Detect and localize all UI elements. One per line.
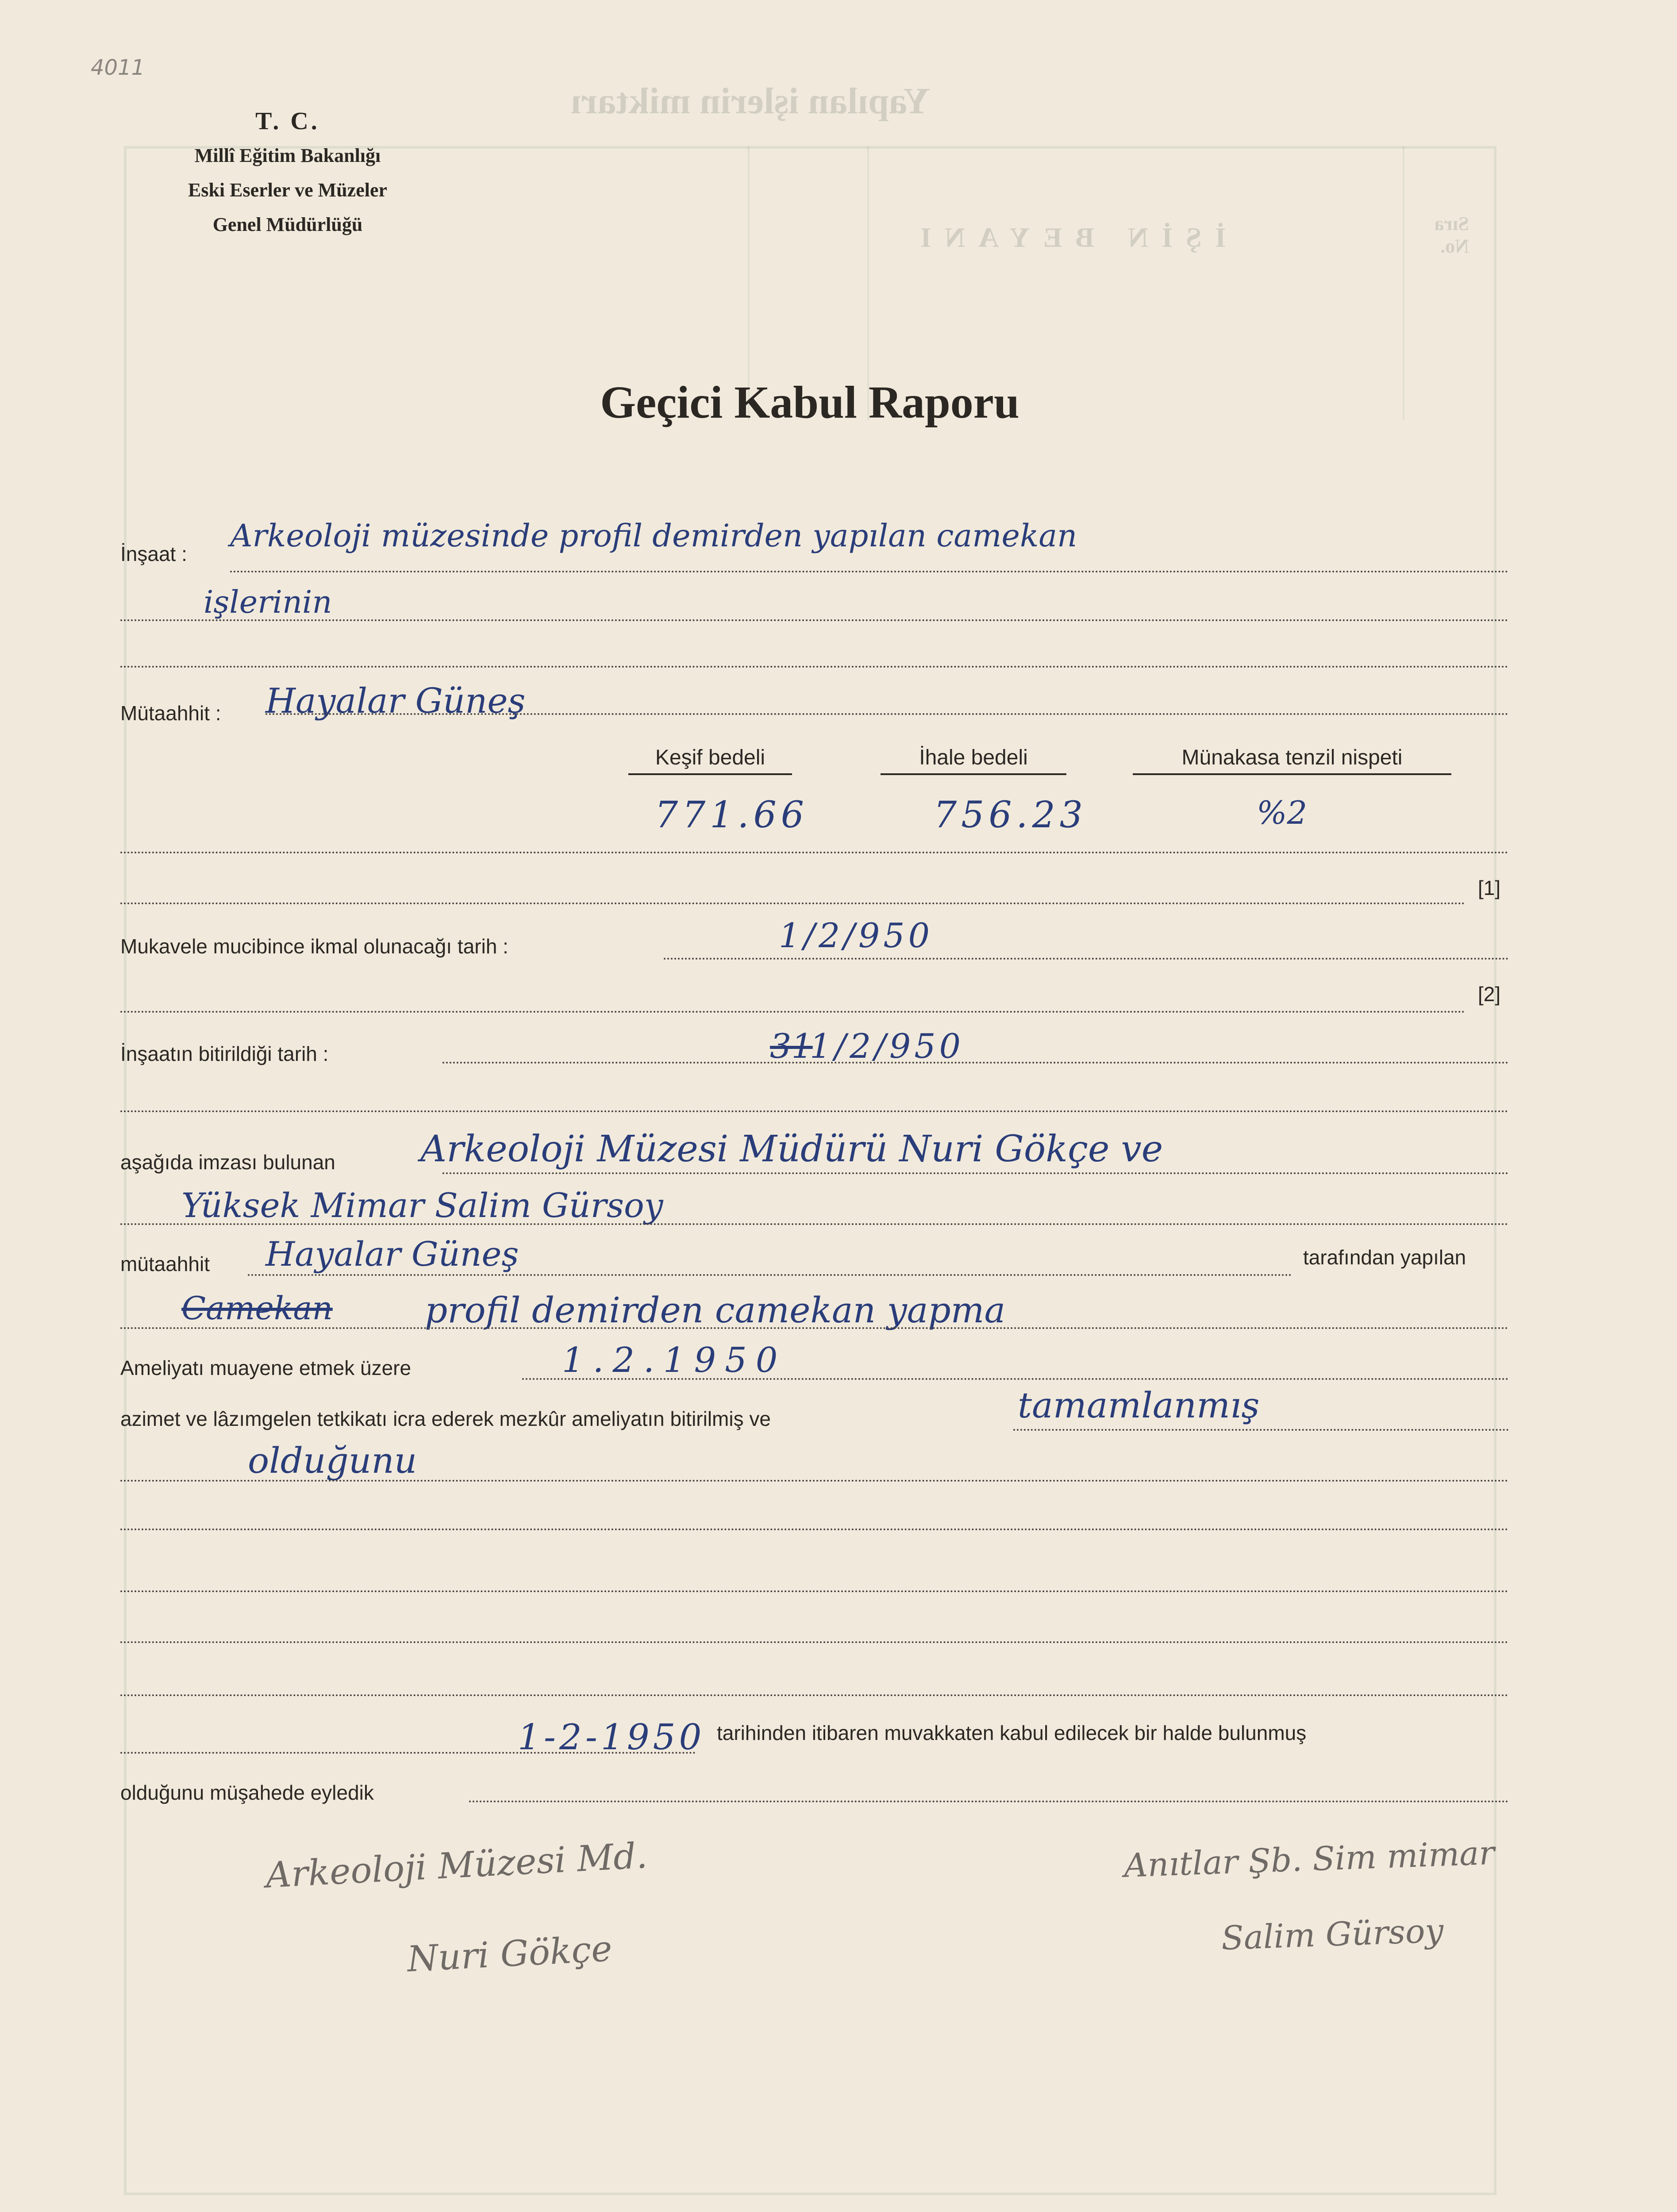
imza-label: aşağıda imzası bulunan xyxy=(120,1151,335,1174)
munakasa-header: Münakasa tenzil nispeti xyxy=(1133,745,1451,775)
dotted-line xyxy=(120,1641,1509,1643)
insaat-value-cont: işlerinin xyxy=(204,584,332,620)
header-department: Eski Eserler ve Müzeler xyxy=(188,179,388,201)
dotted-line xyxy=(120,1223,1509,1225)
ihale-bedeli-header: İhale bedeli xyxy=(881,745,1066,775)
insaat-label: İnşaat : xyxy=(120,542,187,565)
bleed-through-title: Yapılan işlerin miktarı xyxy=(571,81,931,122)
header-tc: T. C. xyxy=(255,108,320,135)
bitirildigi-struck: 31 xyxy=(770,1026,813,1066)
dotted-line xyxy=(442,1062,1509,1064)
dotted-line xyxy=(265,713,1509,715)
dotted-line xyxy=(120,619,1509,621)
ameliyat-struck: Camekan xyxy=(181,1290,333,1327)
dotted-line xyxy=(120,852,1509,853)
dotted-line xyxy=(120,1011,1465,1013)
muayene-label: Ameliyatı muayene etmek üzere xyxy=(120,1356,412,1379)
bitirildigi-value: 1/2/950 xyxy=(810,1026,964,1066)
oldugunu-value: olduğunu xyxy=(248,1440,417,1481)
header-directorate: Genel Müdürlüğü xyxy=(212,214,363,235)
dotted-line xyxy=(120,1110,1509,1112)
dotted-line xyxy=(120,1694,1509,1696)
mutaahhit2-value: Hayalar Güneş xyxy=(265,1234,519,1274)
munakasa-value: %2 xyxy=(1257,794,1308,831)
dotted-line xyxy=(120,666,1509,668)
tarih-value: 1-2-1950 xyxy=(518,1717,705,1758)
ihale-bedeli-value: 756.23 xyxy=(934,794,1087,836)
ministry-header xyxy=(146,104,429,242)
mutaahhit-value: Hayalar Güneş xyxy=(265,681,526,721)
page-title: Geçici Kabul Raporu xyxy=(600,377,1019,428)
signature-left-title: Arkeoloji Müzesi Md. xyxy=(265,1835,648,1896)
signature-left-name: Nuri Gökçe xyxy=(406,1928,613,1980)
dotted-line xyxy=(522,1378,1509,1380)
dotted-line xyxy=(469,1801,1509,1802)
musahede-text: olduğunu müşahede eyledik xyxy=(120,1781,374,1804)
kesif-bedeli-header: Keşif bedeli xyxy=(628,745,792,775)
mukavele-label: Mukavele mucibince ikmal olunacağı tarih : xyxy=(120,935,508,958)
imza-value: Arkeoloji Müzesi Müdürü Nuri Gökçe ve xyxy=(420,1128,1163,1170)
azimet-text: azimet ve lâzımgelen tetkikatı icra ederek mezkûr ameliyatın bitirilmiş ve xyxy=(120,1407,771,1430)
dotted-line xyxy=(248,1274,1292,1276)
mukavele-value: 1/2/950 xyxy=(779,916,933,955)
archive-page-number: 4011 xyxy=(91,55,145,80)
kesif-bedeli-value: 771.66 xyxy=(655,794,808,836)
dotted-line xyxy=(120,1590,1509,1592)
ref-1: [1] xyxy=(1478,876,1501,899)
ameliyat-value: profil demirden camekan yapma xyxy=(425,1290,1006,1331)
bleed-through-line xyxy=(1403,146,1404,420)
dotted-line xyxy=(664,958,1509,960)
dotted-line xyxy=(120,902,1465,904)
dotted-line xyxy=(120,1327,1509,1329)
bitirildigi-label: İnşaatın bitirildiği tarih : xyxy=(120,1042,329,1065)
muayene-value: 1.2.1950 xyxy=(562,1340,787,1380)
tarih-text: tarihinden itibaren muvakkaten kabul edilecek bir halde bulunmuş xyxy=(717,1721,1307,1744)
dotted-line xyxy=(120,1480,1509,1482)
dotted-line xyxy=(120,1528,1509,1530)
mutaahhit2-label: mütaahhit xyxy=(120,1252,210,1275)
bleed-through-column: İŞİN BEYANI xyxy=(907,222,1226,253)
dotted-line xyxy=(1013,1429,1509,1431)
imza-value-cont: Yüksek Mimar Salim Gürsoy xyxy=(181,1186,663,1225)
tarafindan-label: tarafından yapılan xyxy=(1303,1246,1466,1269)
dotted-line xyxy=(230,571,1509,572)
dotted-line xyxy=(120,1752,696,1754)
signature-right-title: Anıtlar Şb. Sim mimar xyxy=(1123,1834,1496,1885)
ref-2: [2] xyxy=(1478,983,1501,1006)
insaat-value: Arkeoloji müzesinde profil demirden yapılan camekan xyxy=(230,518,1077,554)
bleed-through-column: Sıra No. xyxy=(1434,213,1469,257)
mutaahhit-label: Mütaahhit : xyxy=(120,702,221,725)
signature-right-name: Salim Gürsoy xyxy=(1220,1912,1444,1958)
dotted-line xyxy=(442,1172,1509,1174)
azimet-value: tamamlanmış xyxy=(1018,1385,1260,1426)
header-ministry: Millî Eğitim Bakanlığı xyxy=(194,145,381,166)
